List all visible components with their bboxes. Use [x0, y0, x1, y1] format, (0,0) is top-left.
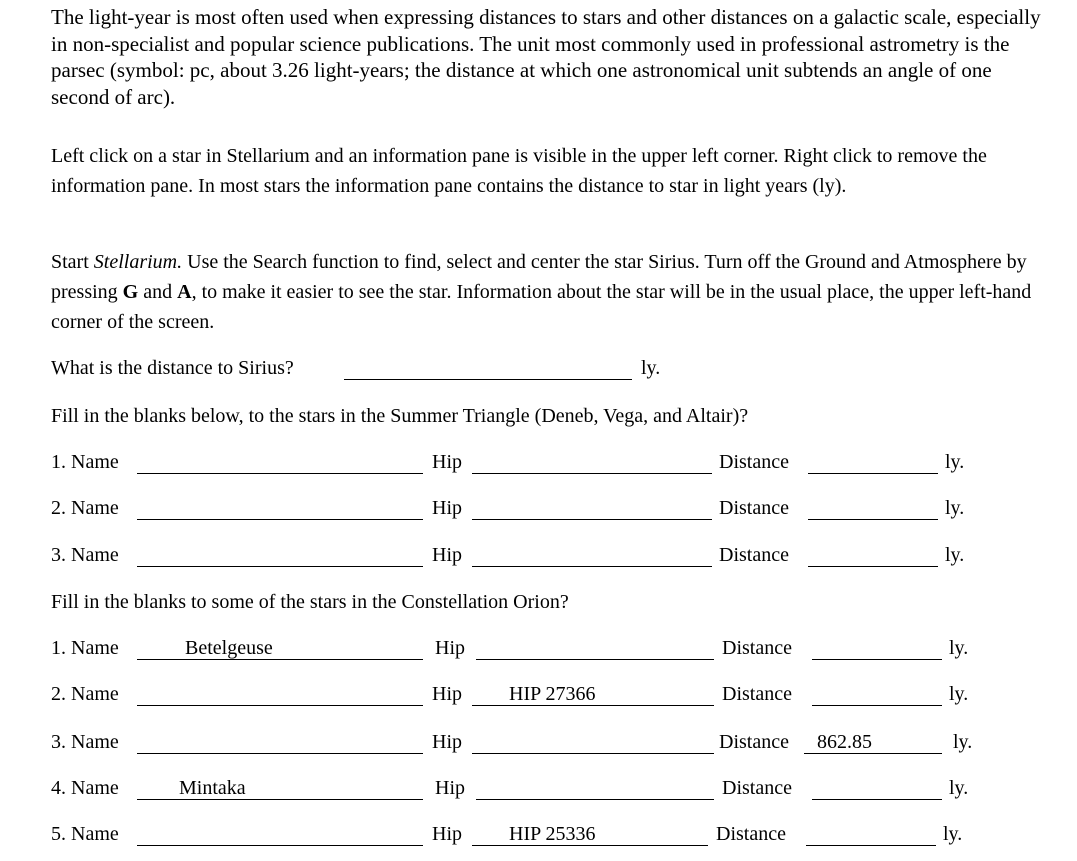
key-a: A — [177, 281, 192, 303]
hip-value: HIP 25336 — [509, 823, 596, 845]
name-blank[interactable] — [137, 753, 423, 754]
hip-blank[interactable] — [476, 659, 714, 660]
name-label: 5. Name — [51, 823, 119, 845]
distance-label: Distance — [722, 777, 792, 799]
distance-label: Distance — [719, 497, 789, 519]
instr-start: Start — [51, 251, 94, 273]
distance-blank[interactable] — [812, 659, 942, 660]
distance-blank[interactable] — [812, 705, 942, 706]
hip-label: Hip — [432, 731, 462, 753]
name-blank[interactable] — [137, 705, 423, 706]
instructions-paragraph-2 — [51, 247, 1041, 337]
summer-triangle-prompt: Fill in the blanks below, to the stars in the Summer Triangle (Deneb, Vega, and Altair)? — [51, 405, 749, 427]
name-value: Betelgeuse — [185, 637, 273, 659]
intro-paragraph: The light-year is most often used when expressing distances to stars and other distances on a galactic scale, especially in non-specialist and popular science publications. The unit most commonly used in professional astrometry is the parsec (symbol: pc, about 3.26 light-years; the distance at which one astronomical unit subtends an angle of one second of arc). — [51, 5, 1041, 109]
hip-label: Hip — [432, 497, 462, 519]
distance-blank[interactable] — [806, 845, 936, 846]
hip-label: Hip — [432, 544, 462, 566]
name-label: 3. Name — [51, 544, 119, 566]
hip-label: Hip — [432, 451, 462, 473]
hip-label: Hip — [432, 683, 462, 705]
name-label: 1. Name — [51, 451, 119, 473]
hip-label: Hip — [432, 823, 462, 845]
distance-label: Distance — [722, 637, 792, 659]
name-label: 2. Name — [51, 683, 119, 705]
distance-label: Distance — [716, 823, 786, 845]
name-label: 1. Name — [51, 637, 119, 659]
hip-blank[interactable] — [472, 566, 712, 567]
distance-label: Distance — [719, 731, 789, 753]
unit-label: ly. — [943, 823, 963, 845]
sirius-question: What is the distance to Sirius? — [51, 357, 294, 379]
hip-blank[interactable] — [472, 753, 714, 754]
sirius-unit: ly. — [641, 357, 661, 379]
distance-value: 862.85 — [817, 731, 872, 753]
instr-end: , to make it easier to see the star. Information about the star will be in the usual place, the upper left-hand corner of the screen. — [51, 281, 1032, 333]
sirius-distance-blank[interactable] — [344, 379, 632, 380]
distance-label: Distance — [719, 451, 789, 473]
hip-label: Hip — [435, 777, 465, 799]
unit-label: ly. — [949, 683, 969, 705]
hip-blank[interactable] — [472, 473, 712, 474]
hip-label: Hip — [435, 637, 465, 659]
name-value: Mintaka — [179, 777, 246, 799]
key-g: G — [122, 281, 139, 303]
name-blank[interactable] — [137, 566, 423, 567]
hip-value: HIP 27366 — [509, 683, 596, 705]
hip-blank[interactable] — [476, 799, 714, 800]
distance-blank[interactable] — [808, 566, 938, 567]
unit-label: ly. — [945, 497, 965, 519]
distance-blank[interactable] — [808, 473, 938, 474]
instructions-paragraph-1: Left click on a star in Stellarium and an information pane is visible in the upper left corner. Right click to remove the information pane. In most stars the information pane contains the distance to star in light years (ly). — [51, 145, 987, 197]
name-label: 4. Name — [51, 777, 119, 799]
unit-label: ly. — [945, 544, 965, 566]
name-blank[interactable] — [137, 845, 423, 846]
name-blank[interactable] — [137, 659, 423, 660]
unit-label: ly. — [953, 731, 973, 753]
distance-blank[interactable] — [808, 519, 938, 520]
distance-label: Distance — [722, 683, 792, 705]
orion-prompt: Fill in the blanks to some of the stars in the Constellation Orion? — [51, 591, 569, 613]
unit-label: ly. — [945, 451, 965, 473]
distance-label: Distance — [719, 544, 789, 566]
hip-blank[interactable] — [472, 519, 712, 520]
instr-mid2: and — [138, 281, 178, 303]
app-name: Stellarium. — [93, 251, 183, 273]
instr-mid1: Use the Search function to find, select and center the star Sirius. Turn off the Ground and Atmosphere by pressing — [51, 251, 1027, 303]
name-blank[interactable] — [137, 473, 423, 474]
unit-label: ly. — [949, 777, 969, 799]
name-label: 3. Name — [51, 731, 119, 753]
name-blank[interactable] — [137, 519, 423, 520]
name-label: 2. Name — [51, 497, 119, 519]
distance-blank[interactable] — [812, 799, 942, 800]
unit-label: ly. — [949, 637, 969, 659]
